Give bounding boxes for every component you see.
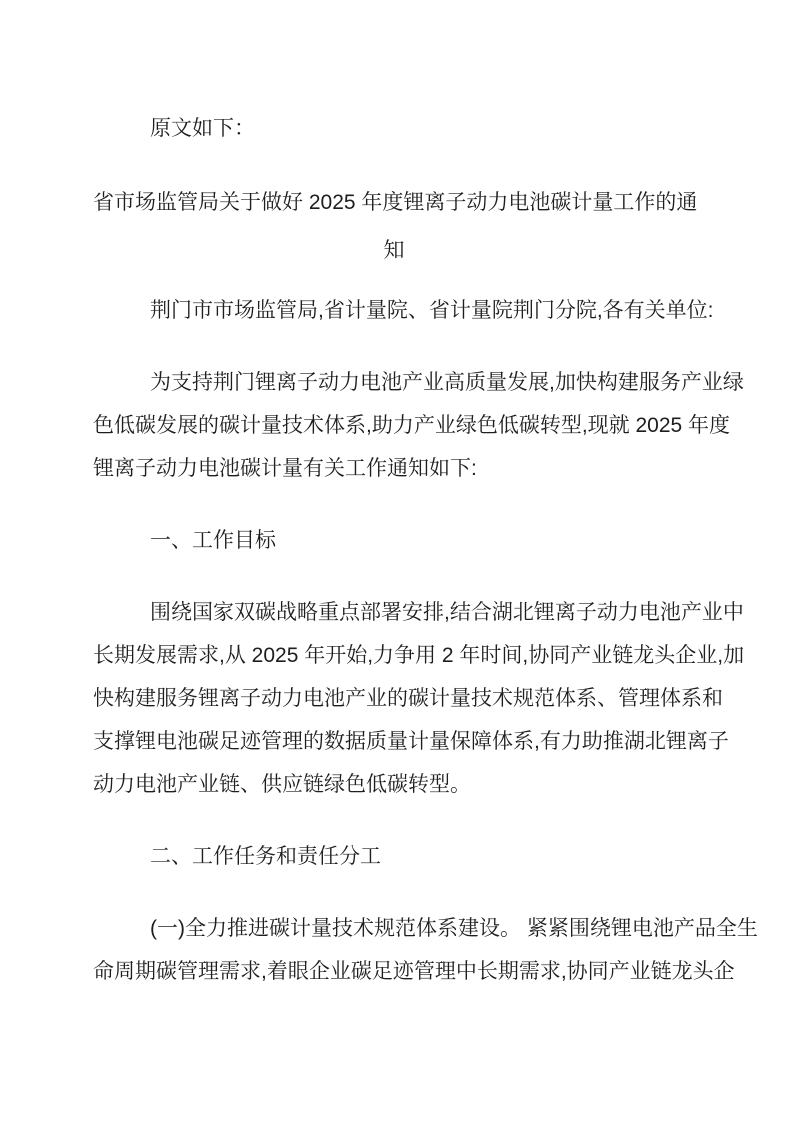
recipients-line	[93, 289, 714, 332]
document-title-line-1: 省市场监管局关于做好 2025 年度锂离子动力电池碳计量工作的通	[93, 191, 698, 214]
document-title	[93, 179, 698, 275]
section-1-line-1: 围绕国家双碳战略重点部署安排,结合湖北锂离子动力电池产业中	[150, 601, 744, 624]
preamble-paragraph	[93, 361, 744, 490]
section-1-line-2: 长期发展需求,从 2025 年开始,力争用 2 年时间,协同产业链龙头企业,加	[93, 644, 745, 667]
preamble-line-2: 色低碳发展的碳计量技术体系,助力产业绿色低碳转型,现就 2025 年度	[93, 414, 731, 437]
section-1-line-3: 快构建服务锂离子动力电池产业的碳计量技术规范体系、管理体系和	[93, 687, 723, 710]
preamble-line-1: 为支持荆门锂离子动力电池产业高质量发展,加快构建服务产业绿	[150, 371, 744, 394]
section-1-paragraph	[93, 591, 745, 806]
preamble-line-3: 锂离子动力电池碳计量有关工作通知如下:	[93, 457, 477, 480]
section-2-heading	[93, 835, 695, 878]
section-2-item-1-line-1: (一)全力推进碳计量技术规范体系建设。 紧紧围绕锂电池产品全生	[150, 917, 758, 940]
intro-text: 原文如下：	[150, 117, 255, 140]
section-1-line-5: 动力电池产业链、供应链绿色低碳转型。	[93, 773, 471, 796]
section-2-item-1	[93, 907, 758, 993]
intro-line	[93, 107, 695, 150]
section-2-item-1-line-2: 命周期碳管理需求,着眼企业碳足迹管理中长期需求,协同产业链龙头企	[93, 960, 735, 983]
section-1-heading	[93, 519, 695, 562]
recipients-text: 荆门市市场监管局,省计量院、省计量院荆门分院,各有关单位:	[150, 299, 714, 322]
document-title-line-2: 知	[383, 239, 405, 262]
section-2-heading-text: 二、工作任务和责任分工	[150, 845, 381, 868]
section-1-heading-text: 一、工作目标	[150, 529, 276, 552]
section-1-line-4: 支撑锂电池碳足迹管理的数据质量计量保障体系,有力助推湖北锂离子	[93, 730, 729, 753]
